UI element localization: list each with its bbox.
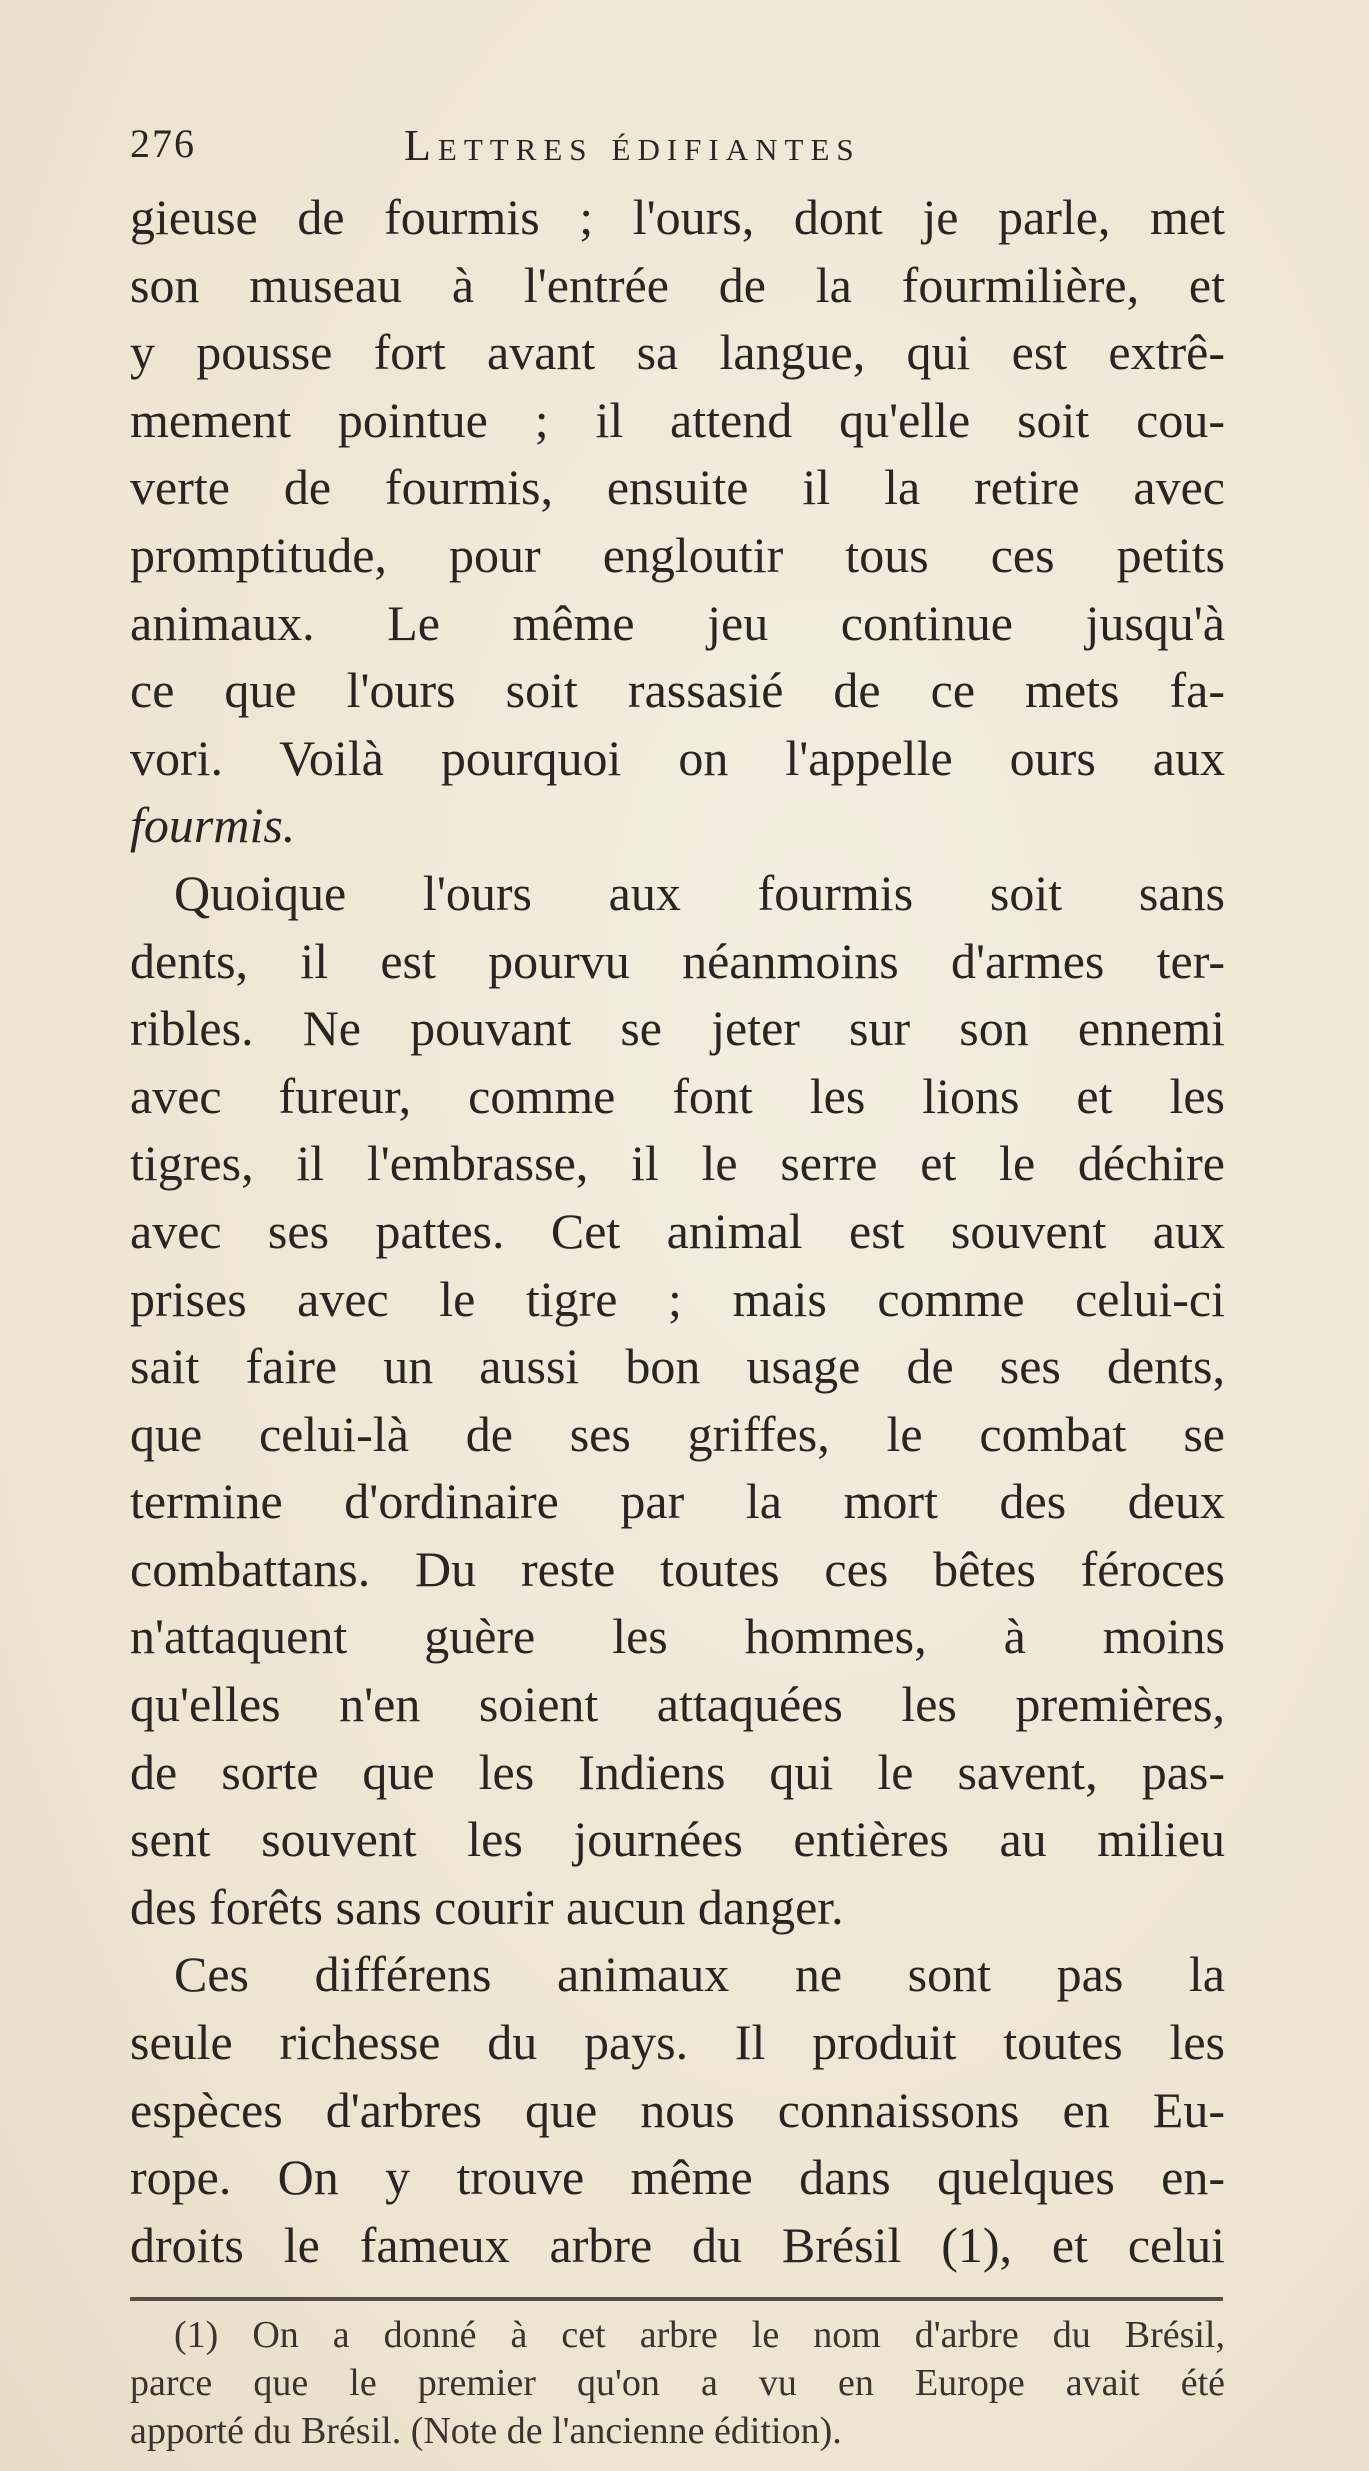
text-line: gieuse de fourmis ; l'ours, dont je parle, met [130, 189, 1225, 245]
book-page [130, 120, 1225, 2455]
text-line: droits le fameux arbre du Brésil (1), et celui [130, 2216, 1225, 2273]
footnote-line: apporté du Brésil. (Note de l'ancienne édition). [130, 2410, 842, 2453]
text-line: sait faire un aussi bon usage de ses dents, [130, 1338, 1225, 1395]
text-line: Ces différens animaux ne sont pas la [174, 1946, 1225, 2003]
text-line: tigres, il l'embrasse, il le serre et le déchire [130, 1135, 1225, 1192]
running-head [130, 120, 1225, 184]
text-line: avec fureur, comme font les lions et les [130, 1067, 1225, 1124]
text-line: rope. On y trouve même dans quelques en- [130, 2149, 1225, 2206]
text-line: fourmis. [130, 797, 296, 854]
text-line: verte de fourmis, ensuite il la retire avec [130, 459, 1225, 516]
text-line: mement pointue ; il attend qu'elle soit cou- [130, 391, 1225, 448]
body-text [130, 184, 1225, 2279]
footnote [130, 2311, 1225, 2455]
text-line: combattans. Du reste toutes ces bêtes féroces [130, 1540, 1225, 1597]
text-line: promptitude, pour engloutir tous ces petits [130, 526, 1225, 583]
text-line: n'attaquent guère les hommes, à moins [130, 1608, 1225, 1665]
text-line: sent souvent les journées entières au milieu [130, 1811, 1225, 1868]
text-line: vori. Voilà pourquoi on l'appelle ours aux [130, 729, 1225, 786]
page-number: 276 [130, 121, 196, 166]
text-line: seule richesse du pays. Il produit toutes les [130, 2014, 1225, 2071]
running-title: Lettres édifiantes [404, 121, 861, 170]
text-line: qu'elles n'en soient attaquées les premières, [130, 1676, 1225, 1733]
text-line: avec ses pattes. Cet animal est souvent aux [130, 1202, 1225, 1259]
footnote-line: (1) On a donné à cet arbre le nom d'arbre du Brésil, [174, 2314, 1225, 2357]
text-line: Quoique l'ours aux fourmis soit sans [174, 864, 1225, 921]
text-line: termine d'ordinaire par la mort des deux [130, 1473, 1225, 1530]
text-line: ce que l'ours soit rassasié de ce mets fa- [130, 662, 1225, 719]
text-line: ribles. Ne pouvant se jeter sur son ennemi [130, 1000, 1225, 1057]
footnote-rule [130, 2297, 1223, 2301]
text-line: prises avec le tigre ; mais comme celui-ci [130, 1270, 1225, 1327]
text-line: espèces d'arbres que nous connaissons en Eu- [130, 2081, 1225, 2138]
text-line: son museau à l'entrée de la fourmilière, et [130, 256, 1225, 313]
text-line: dents, il est pourvu néanmoins d'armes ter- [130, 932, 1225, 989]
text-line: y pousse fort avant sa langue, qui est extrê- [130, 324, 1225, 381]
text-line: que celui-là de ses griffes, le combat se [130, 1405, 1225, 1462]
text-line: des forêts sans courir aucun danger. [130, 1878, 844, 1935]
text-line: animaux. Le même jeu continue jusqu'à [130, 594, 1225, 651]
footnote-line: parce que le premier qu'on a vu en Europe avait été [130, 2362, 1225, 2405]
text-line: de sorte que les Indiens qui le savent, pas- [130, 1743, 1225, 1800]
